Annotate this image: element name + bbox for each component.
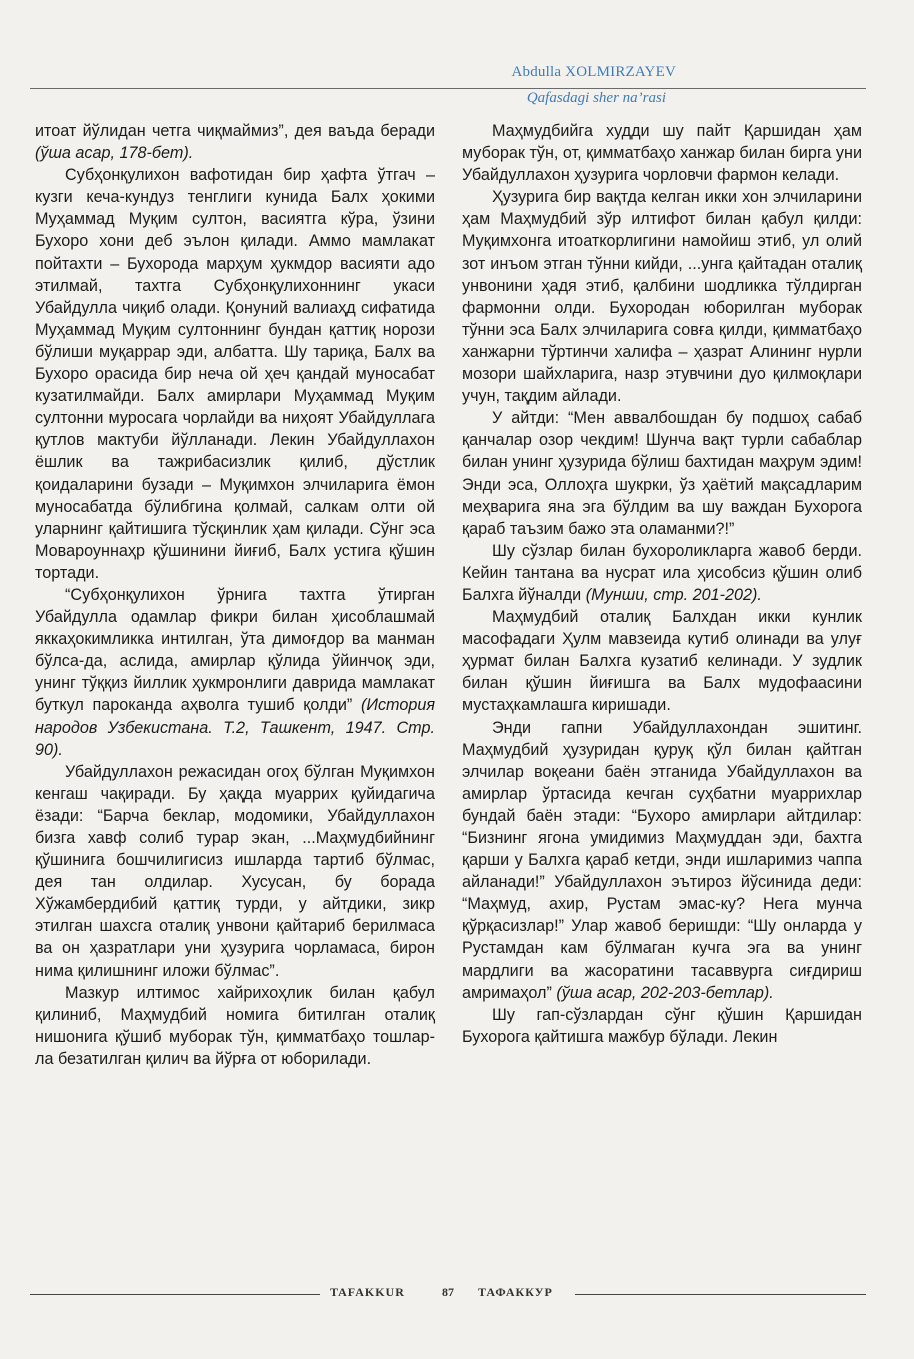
footer-journal-latin: TAFAKKUR	[330, 1285, 405, 1299]
header-rule	[30, 88, 866, 89]
paragraph: Ҳузурига бир вақтда келган икки хон элчиларини ҳам Маҳмудбий зўр илтифот билан қабул қилди: Муқимхонга итоаткорлигини намойиш этиб, ул олий зот инъом этган тўнни кийди, ...унга қайтадан оталиқ унвонини ҳадя этиб, қалбини шодликка тўлдирган фармонни олди. Бухородан юборилган муборак тўнни эса Балх элчиларига совға қилди, қимматбаҳо ханжарни тўртинчи халифа – ҳазрат Алининг нурли мозори шайхларига, назр этувчини дуо қилмоқлари учун, тақдим айлади.	[462, 188, 862, 406]
paragraph	[462, 540, 862, 606]
paragraph: Шу гап-сўзлардан сўнг қўшин Қаршидан Бухорога қайтишга мажбур бўлади. Лекин	[462, 1005, 862, 1046]
paragraph: Мазкур илтимос хайрихоҳлик билан қабул қилиниб, Маҳмудбий номига битилган оталиқ нишонига қўшиб муборак тўн, қимматбаҳо тошлар-ла безатилган қилич ва йўрға от юборилади.	[35, 983, 435, 1068]
paragraph: Субҳонқулихон вафотидан бир ҳафта ўтгач – кузги кеча-кундуз тенглиги кунида Балх ҳокими Муҳаммад Муқим султон, васиятга кўра, ўзини Бухоро хони деб эълон қилади. Аммо мамлакат пойтахти – Бухорода марҳум ҳукмдор васияти адо этилмай, тахтга Субҳонқулихоннинг укаси Убайдулла чиқиб олади. Қонуний валиаҳд сифатида Муҳаммад Муқим султоннинг бундан қаттиқ норози бўлиши муқаррар эди, албатта. Шу тариқа, Балх ва Бухоро орасида бир неча ой ҳеч қандай муносабат кузатилмайди. Балх амирлари Муҳаммад Муқим султонни муросага чорлайди ва ниҳоят Убайдуллага қутлов мактуби йўлланади. Лекин Убайдуллахон ёшлик ва тажрибасизлик қилиб, дўстлик қоидаларини бузади – Муқимхон элчиларига ёмон муносабатда бўлибгина қолмай, салкам олти ой уларнинг қайтишига тўсқинлик ҳам қилади. Сўнг эса Мовароуннаҳр қўшинини йиғиб, Балх устига қўшин тортади.	[35, 166, 435, 582]
right-column	[462, 120, 862, 1048]
paragraph	[35, 120, 435, 164]
paragraph: У айтди: “Мен аввалбошдан бу подшоҳ сабаб қанчалар озор чекдим! Шунча вақт турли сабаблар билан унинг ҳузурида бўлиш бахтидан маҳрум эдим! Энди эса, Оллоҳга шукрки, ўз ҳаётий мақсадларим меҳварига яна эга бўлдим ва шу важдан Бухорога қараб таъзим бажо эта оламанми?!”	[462, 409, 862, 538]
footer-journal-cyrillic: ТАФАККУР	[478, 1285, 553, 1299]
paragraph	[462, 717, 862, 1004]
footer-rule-left	[30, 1294, 320, 1295]
citation: (ўша асар, 202-203-бетлар).	[556, 983, 774, 1002]
header-author: Abdulla XOLMIRZAYEV	[511, 64, 676, 80]
paragraph: Маҳмудбий оталиқ Балхдан икки кунлик масофадаги Ҳулм мавзеида кутиб олинади ва улуғ ҳурмат билан Балхга кузатиб келинади. У зудлик билан қўшин йиғишга ва Балх мудофаасини мустаҳкамлашга киришади.	[462, 608, 862, 715]
paragraph-text: “Субҳонқулихон ўрнига тахтга ўтирган Убайдулла одамлар фикри билан ҳисоблашмай яккаҳокимликка интилган, ўта димоғдор ва манман бўлса-да, аслида, амирлар қўлида ўйинчоқ эди, унинг тўққиз йиллик ҳукмронлиги даврида мамлакат буткул пароканда аҳволга тушиб қолди”	[35, 585, 435, 715]
paragraph: Убайдуллахон режасидан огоҳ бўлган Муқимхон кенгаш чақиради. Бу ҳақда муаррих қуйидагича ёзади: “Барча беклар, модомики, Убайдуллахон бизга хавф солиб турар экан, ...Маҳмудбийнинг қўшинига бошчилигисиз ишларда тартиб бўлмас, дея тан олдилар. Хусусан, бу борада Хўжамбердибий қаттиқ турди, у айтдики, зикр этилган шахсга оталиқ унвони қайтариб берилмаса ва он ҳазратлари уни ҳузурига чорламаса, бирон нима қилишнинг иложи бўлмас”.	[35, 762, 435, 980]
paragraph-text: Шу сўзлар билан бухороликларга жавоб берди. Кейин тантана ва нусрат ила ҳисобсиз қўшин олиб Балхга йўналди	[462, 541, 862, 604]
footer-rule-right	[575, 1294, 866, 1295]
paragraph: Маҳмудбийга худди шу пайт Қаршидан ҳам муборак тўн, от, қимматбаҳо ханжар билан бирга уни Убайдуллахон ҳузурига чорловчи фармон келади.	[462, 122, 862, 185]
paragraph-text: итоат йўлидан четга чиқмаймиз”, дея ваъда беради	[35, 122, 435, 140]
page-number: 87	[442, 1285, 454, 1299]
running-footer	[30, 1284, 866, 1304]
running-header	[30, 60, 866, 108]
header-article-title: Qafasdagi sher na’rasi	[526, 90, 666, 106]
citation: (Мунши, стр. 201-202).	[585, 585, 762, 604]
citation: (История народов Узбекистана. Т.2, Ташкент, 1947. Стр. 90).	[35, 696, 435, 759]
left-column	[35, 120, 435, 1070]
paragraph-text: Энди гапни Убайдуллахондан эшитинг. Маҳмудбий ҳузуридан қуруқ қўл билан қайтган элчилар воқеани баён этганида Убайдуллахон ва амирлар ўртасида кечган суҳбатни муаррихлар бундай баён этади: “Бухоро амирлари айтдилар: “Бизнинг ягона умидимиз Маҳмуддан эди, бахтга қарши у Балхга қараб кетди, энди ишларимиз чаппа айланади!” Убайдуллахон эътироз йўсинида деди: “Маҳмуд, ахир, Рустам эмас-ку? Нега мунча қўрқасизлар!” Улар жавоб беришди: “Шу онларда у Рустамдан кам бўлмаган кучга эга ва унинг мардлиги ва жасоратини тасаввурга сиғдириш амримаҳол”	[462, 718, 862, 1002]
citation: (ўша асар, 178-бет).	[35, 144, 194, 163]
paragraph	[35, 584, 435, 761]
